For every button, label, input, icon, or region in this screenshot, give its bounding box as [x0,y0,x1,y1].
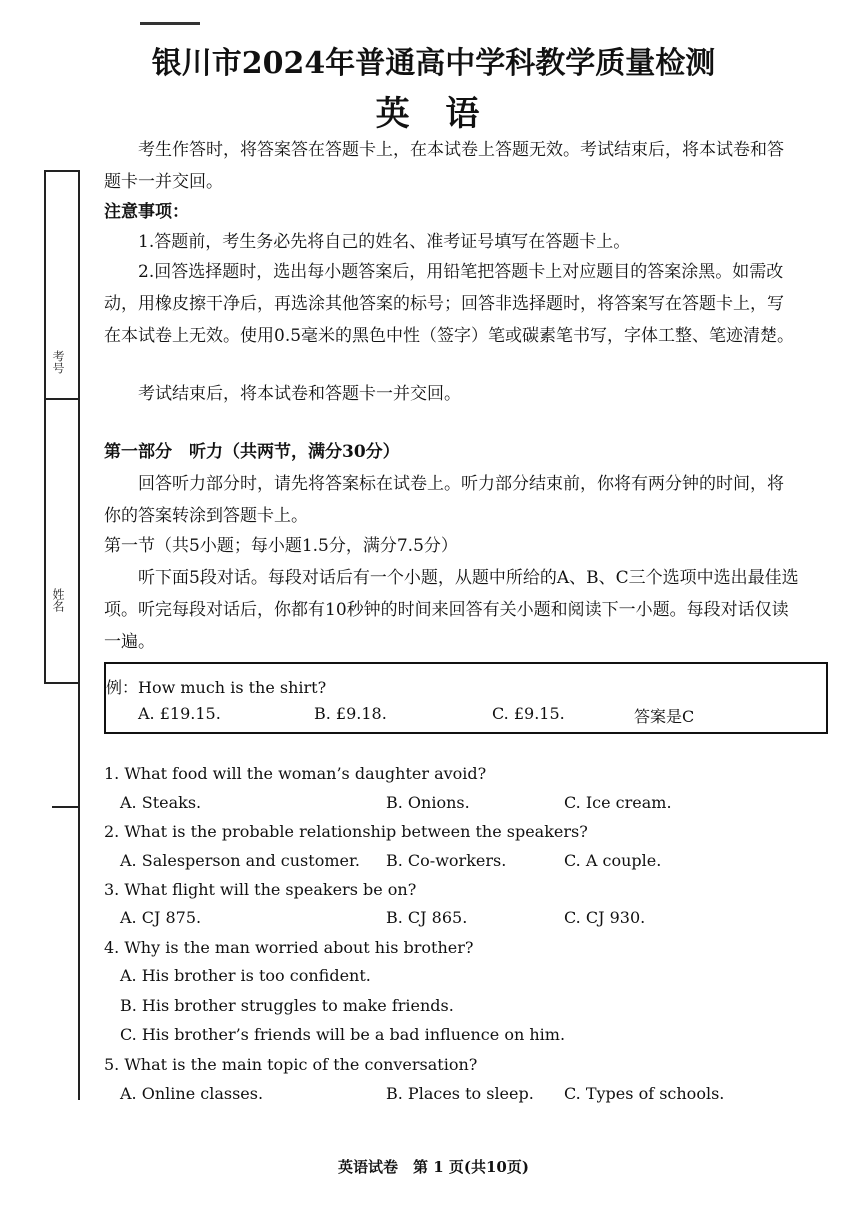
binding-tick [52,806,78,808]
q1-option-c: C. Ice cream. [564,793,672,812]
page-footer: 英语试卷 第 1 页(共10页) [338,1158,529,1176]
example-answer: 答案是C [634,707,695,726]
binding-label-name: 姓名 [51,588,65,612]
example-option-c: C. £9.15. [492,704,565,723]
example-question: 例：How much is the shirt? [106,678,327,697]
q3-option-c: C. CJ 930. [564,908,646,927]
notice-item-3: 考试结束后，将本试卷和答题卡一并交回。 [138,384,461,404]
question-4: 4. Why is the man worried about his brother? [104,938,474,957]
q2-option-c: C. A couple. [564,851,662,870]
binding-label-exam-number: 考号 [51,350,65,374]
q3-option-a: A. CJ 875. [120,908,202,927]
notice-item-2: 2.回答选择题时，选出每小题答案后，用铅笔把答题卡上对应题目的答案涂黑。如需改动，用橡皮擦干净后，再选涂其他答案的标号；回答非选择题时，将答案写在答题卡上，写在本试卷上无效。使用0.5毫米的黑色中性（签字）笔或碳素笔书写，字体工整、笔迹清楚。 [104,262,795,346]
part1-intro: 回答听力部分时，请先将答案标在试卷上。听力部分结束前，你将有两分钟的时间，将你的答案转涂到答题卡上。 [104,474,784,526]
q4-option-c: C. His brother’s friends will be a bad influence on him. [120,1025,566,1044]
q4-option-b: B. His brother struggles to make friends. [120,996,454,1015]
q5-option-a: A. Online classes. [120,1084,264,1103]
instructions-intro: 考生作答时，将答案答在答题卡上，在本试卷上答题无效。考试结束后，将本试卷和答题卡一并交回。 [104,140,784,192]
q1-option-a: A. Steaks. [120,793,202,812]
q5-option-b: B. Places to sleep. [386,1084,534,1103]
part1-heading: 第一部分 听力（共两节，满分30分） [104,442,400,462]
notice-item-1: 1.答题前，考生务必先将自己的姓名、准考证号填写在答题卡上。 [138,232,631,252]
q5-option-c: C. Types of schools. [564,1084,725,1103]
example-box [104,662,828,734]
section1-intro: 听下面5段对话。每段对话后有一个小题，从题中所给的A、B、C三个选项中选出最佳选项。听完每段对话后，你都有10秒钟的时间来回答有关小题和阅读下一小题。每段对话仅读一遍。 [104,568,799,652]
example-option-b: B. £9.18. [314,704,387,723]
binding-frame-middle [44,396,80,684]
q1-option-b: B. Onions. [386,793,470,812]
exam-subject: 英 语 [375,94,492,134]
question-2: 2. What is the probable relationship between the speakers? [104,822,588,841]
q2-option-b: B. Co-workers. [386,851,507,870]
section1-heading: 第一节（共5小题；每小题1.5分，满分7.5分） [104,536,458,556]
question-3: 3. What flight will the speakers be on? [104,880,417,899]
question-5: 5. What is the main topic of the conversation? [104,1055,478,1074]
scan-mark [140,22,200,31]
question-1: 1. What food will the woman’s daughter avoid? [104,764,487,783]
q3-option-b: B. CJ 865. [386,908,468,927]
notice-title: 注意事项： [104,202,189,222]
example-option-a: A. £19.15. [138,704,221,723]
q4-option-a: A. His brother is too confident. [120,966,371,985]
q2-option-a: A. Salesperson and customer. [120,851,360,870]
exam-title: 银川市2024年普通高中学科教学质量检测 [151,46,716,81]
